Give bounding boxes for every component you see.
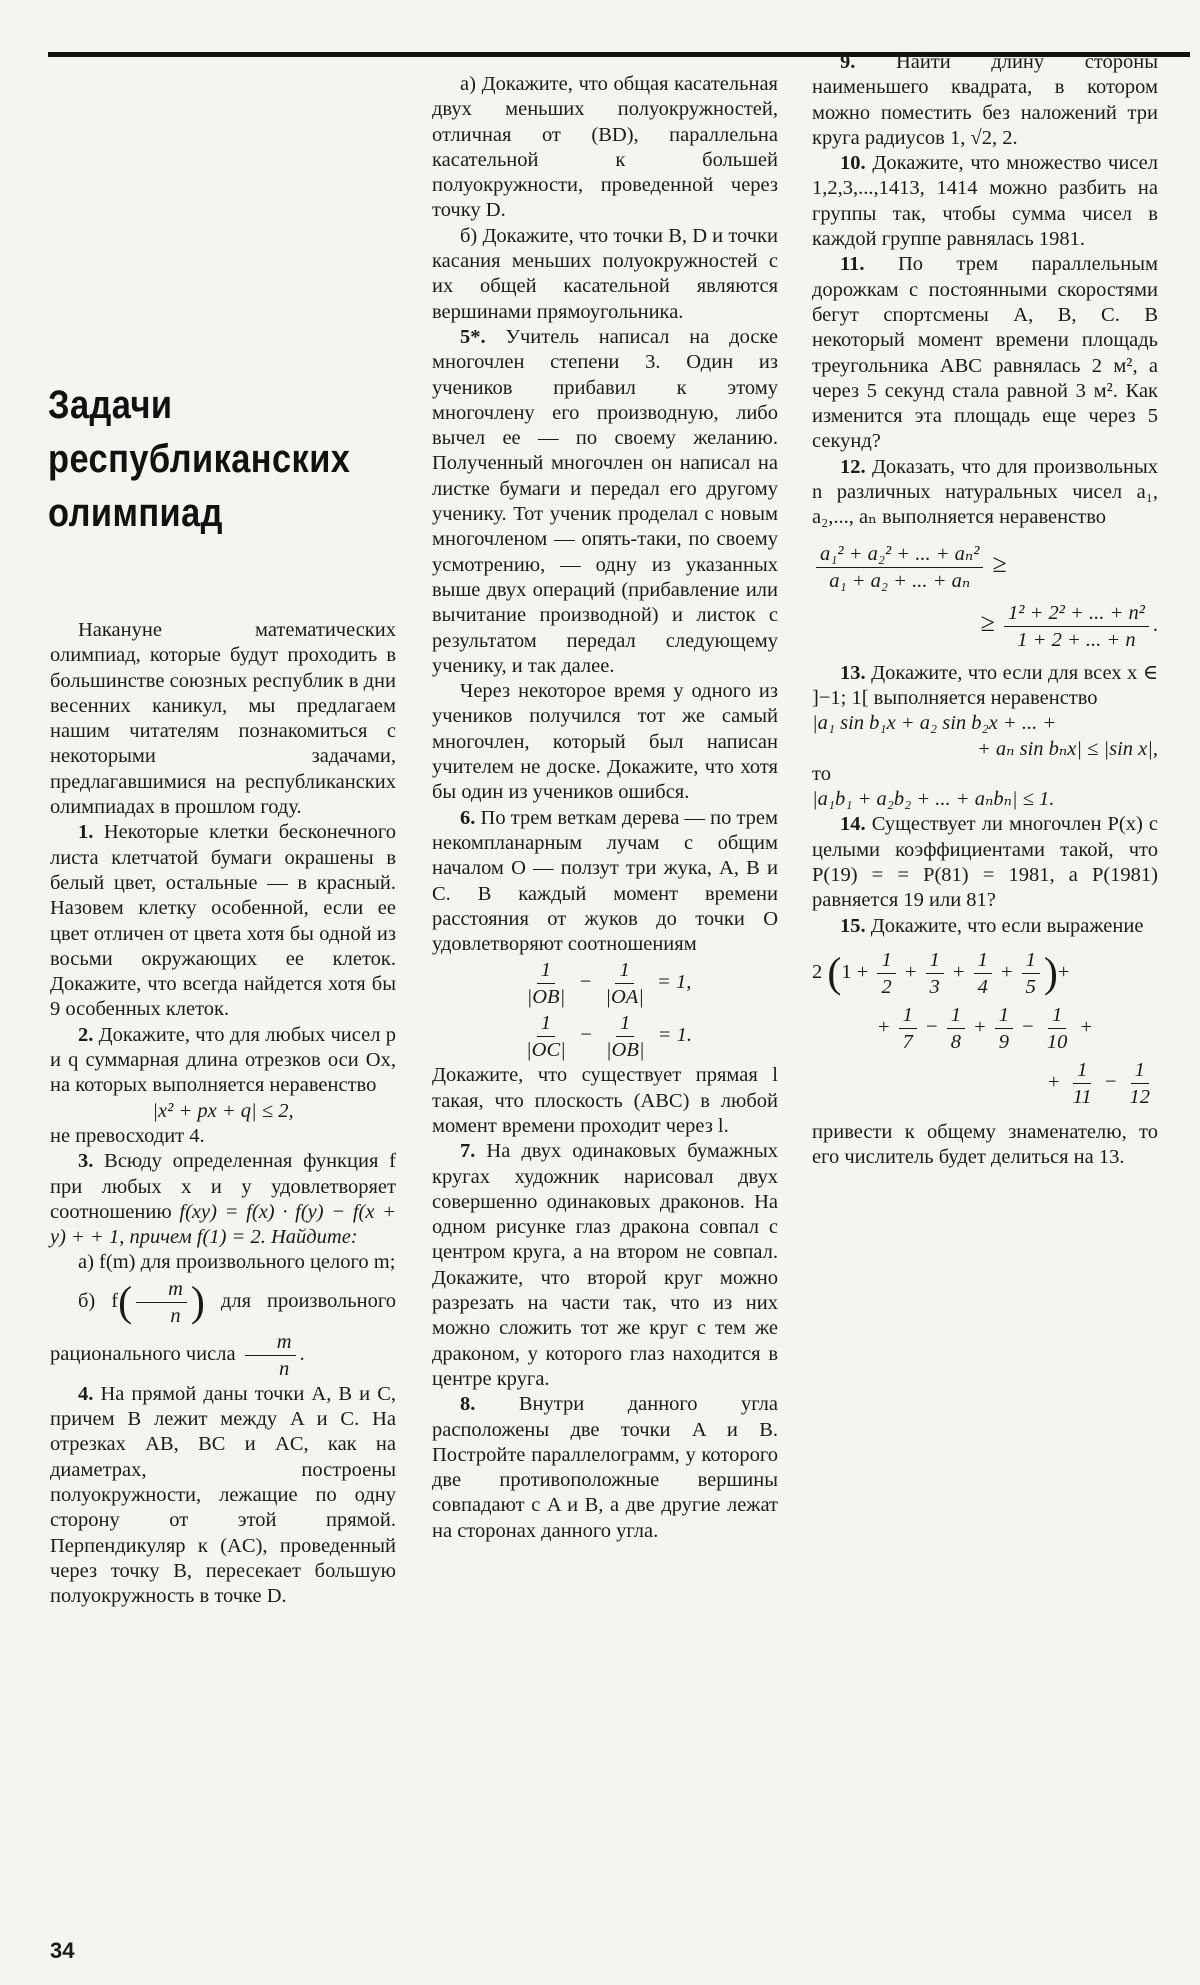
problem-number: 5*. (460, 325, 486, 348)
problem-5 (432, 325, 778, 679)
formula-13c: |a₁b₁ + a₂b₂ + ... + aₙbₙ| ≤ 1. (812, 788, 1055, 811)
article-title (48, 378, 408, 540)
denominator: |OC| (526, 1039, 566, 1062)
period: . (299, 1342, 305, 1365)
problem-text: Найти длину стороны наименьшего квадрата, в котором можно поместить без наложений три круга радиусов 1, √2, 2. (812, 51, 1158, 149)
ge-sign: ≥ (992, 548, 1007, 578)
problem-number: 13. (840, 661, 866, 684)
problem-number: 12. (840, 455, 866, 478)
problem-4-part-a: а) Докажите, что общая касательная двух меньших полуокружностей, отличная от (BD), параллельна касательной к большей полуокружности, проведенной через точку D. (432, 73, 778, 222)
problem-text: На прямой даны точки A, B и C, причем B лежит между A и C. На отрезках AB, BC и AC, как на диаметрах, построены полуокружности, лежащие по одну сторону от этой прямой. Перпендикуляр к (AC), проведенный через точку B, пересекает большую полуокружность в точке D. (50, 1382, 396, 1608)
numerator: 1 (1131, 1057, 1149, 1084)
denominator: 3 (929, 975, 940, 998)
problem-6-end: Докажите, что существует прямая l такая, что плоскость (ABC) в любой момент времени проходит через l. (432, 1064, 778, 1137)
denominator: 9 (998, 1030, 1010, 1053)
problem-number: 8. (460, 1393, 476, 1416)
numerator: 1 (877, 947, 895, 974)
formula-13b: + aₙ sin bₙx| ≤ |sin x|, (976, 737, 1158, 760)
problem-4 (50, 1382, 396, 1610)
plus: + (1080, 1016, 1093, 1039)
denominator: |OA| (605, 986, 644, 1009)
formula-6b: $\frac{1}{|OC|}$ − $\frac{1}{|OB|}$ = 1. (432, 1010, 778, 1063)
term: 1 (841, 961, 852, 984)
denominator: 7 (902, 1030, 913, 1053)
denominator: |OB| (605, 1039, 645, 1062)
problem-2-end: не превосходит 4. (50, 1124, 205, 1147)
problem-14 (812, 812, 1158, 913)
numerator: 1 (1048, 1002, 1066, 1029)
fraction (899, 1002, 917, 1055)
problem-number: 11. (840, 253, 865, 276)
denominator: 1 + 2 + ... + n (1017, 628, 1136, 651)
problem-text: Учитель написал на доске многочлен степени 3. Один из учеников прибавил к этому многочлену его производную, либо вычел ее — по своему желанию. Полученный многочлен он написал на листке бумаги и передал его другому ученику. Тот ученик проделал с новым многочленом — опять-таки, по своему усмотрению, — одну из указанных выше двух операций (прибавление или вычитание производной) и листок с результатом передал следующему ученику, и так далее. (432, 325, 778, 677)
problem-text: Внутри данного угла расположены две точки A и B. Постройте параллелограмм, у которого две противоположные вершины совпадают с A и B, а две другие лежат на сторонах данного угла. (432, 1393, 779, 1542)
minus: − (926, 1016, 938, 1039)
problem-number: 15. (840, 914, 866, 937)
problem-number: 6. (460, 806, 476, 829)
denominator: 4 (977, 975, 988, 998)
numerator: 1² + 2² + ... + n² (1004, 600, 1149, 627)
intro-paragraph: Накануне математических олимпиад, которые будут проходить в большинстве союзных республик в дни весенних каникул, мы предлагаем нашим читателям познакомиться с некоторыми задачами, предлагавшимися на республиканских олимпиадах в прошлом году. (50, 619, 396, 819)
problem-number: 1. (78, 821, 94, 844)
problem-12 (812, 455, 1158, 531)
numerator: m (136, 1276, 187, 1303)
fraction (995, 1002, 1013, 1055)
problem-15-end: привести к общему знаменателю, то его числитель будет делиться на 13. (812, 1120, 1158, 1169)
formula-6a: $\frac{1}{|OB|}$ − $\frac{1}{|OA|}$ = 1, (432, 957, 778, 1010)
numerator: a₁² + a₂² + ... + aₙ² (816, 541, 983, 568)
minus: − (1104, 1071, 1117, 1094)
problem-6 (432, 806, 778, 958)
fraction (926, 947, 944, 1000)
problem-number: 7. (460, 1140, 476, 1163)
numerator: 1 (995, 1002, 1013, 1029)
fraction-m-n (136, 1276, 187, 1329)
denominator: 12 (1129, 1085, 1150, 1108)
problem-11 (812, 252, 1158, 454)
page-number: 34 (50, 1938, 75, 1963)
denominator: a₁ + a₂ + ... + aₙ (829, 569, 971, 592)
plus: + (1048, 1071, 1060, 1094)
problem-text: Докажите, что если для всех x ∈ ]−1; 1[ выполняется неравенство (812, 661, 1159, 709)
problem-text: На двух одинаковых бумажных кругах художник нарисовал двух совершенно одинаковых драконов. На одном рисунке глаз дракона совпал с центром круга, а на втором не совпал. Докажите, что второй круг можно разрезать на части так, что из них можно сложить тот же круг с тем же драконом, у которого глаз находится в центре круга. (432, 1140, 778, 1390)
equals: = 1, (657, 971, 692, 994)
problem-10 (812, 151, 1158, 252)
denominator: 8 (950, 1030, 961, 1053)
equals: = 1. (657, 1024, 692, 1047)
period: . (1152, 613, 1158, 636)
problem-13-then: то (812, 762, 831, 785)
minus: − (1022, 1016, 1034, 1039)
problem-text: Всюду определенная функция f при любых x и y удовлетворяет соотношению (50, 1150, 396, 1223)
denominator: 11 (1072, 1085, 1092, 1108)
fraction (974, 947, 992, 1000)
problem-4-part-b: б) Докажите, что точки B, D и точки касания меньших полуокружностей с их общей касательной являются вершинами прямоугольника. (432, 224, 778, 323)
problem-number: 10. (840, 152, 866, 175)
fraction (602, 1010, 649, 1063)
column-2 (432, 72, 778, 1544)
numerator: 1 (947, 1002, 965, 1029)
numerator: 1 (974, 947, 992, 974)
fraction (601, 957, 648, 1010)
fraction (947, 1002, 965, 1055)
problem-13 (812, 661, 1158, 712)
denominator: n (278, 1357, 290, 1380)
numerator: 1 (537, 957, 555, 984)
plus: + (974, 1016, 986, 1039)
problem-text: Докажите, что для любых чисел p и q суммарная длина отрезков оси Ox, на которых выполняется неравенство (50, 1023, 396, 1097)
plus: + (1000, 961, 1013, 984)
plus: + (904, 961, 917, 984)
problem-3-part-b: б) f( $\frac{m}{n}$ ) для произвольного рационального числа $\frac{m}{n}$ . (50, 1277, 396, 1380)
denominator: |OB| (526, 986, 566, 1009)
ge-sign: ≥ (980, 607, 995, 637)
denominator: 2 (881, 975, 892, 998)
fraction (1043, 1002, 1072, 1055)
plus: + (1057, 961, 1070, 984)
problem-text: По трем параллельным дорожкам с постоянными скоростями бегут спортсмены A, B, C. В некоторый момент времени площадь треугольника ABC равнялась 2 м², а через 5 секунд стала равной 3 м². Как изменится эта площадь еще через 5 секунд? (812, 253, 1158, 453)
problem-text: Докажите, что если выражение (870, 914, 1144, 937)
problem-text: По трем веткам дерева — по трем некомпланарным лучам с общим началом O — ползут три жука, A, B и C. В каждый момент времени расстояния от жуков до точки O удовлетворяют соотношениям (432, 806, 779, 956)
fraction-m-n-2 (245, 1329, 296, 1382)
fraction (816, 541, 983, 594)
part-b-text: для произвольного рационального числа (50, 1289, 396, 1365)
title-line-3: олимпиад (48, 491, 223, 535)
problem-2 (50, 1023, 396, 1099)
column-3 (812, 50, 1158, 1171)
problem-number: 9. (840, 51, 856, 73)
formula-12b (812, 600, 1158, 653)
problem-5-continued: Через некоторое время у одного из учеников получился тот же самый многочлен, который был написан учителем не доске. Докажите, что хотя бы один из учеников ошибся. (432, 680, 778, 804)
problem-text: Некоторые клетки бесконечного листа клетчатой бумаги окрашены в белый цвет, остальные — в красный. Назовем клетку особенной, если ее цвет отличен от цвета хотя бы одной из восьми окружающих ее клеток. Докажите, что всегда найдется хотя бы 9 особенных клеток. (50, 821, 396, 1021)
problem-9 (812, 50, 1158, 151)
problem-text: Доказать, что для произвольных n различных натуральных чисел a₁, a₂,..., aₙ выполняется неравенство (812, 455, 1158, 529)
problem-number: 2. (78, 1023, 94, 1046)
problem-15 (812, 914, 1158, 939)
numerator: 1 (537, 1010, 555, 1037)
coefficient: 2 (812, 961, 823, 984)
numerator: 1 (926, 947, 944, 974)
fraction (523, 957, 570, 1010)
denominator: n (170, 1304, 181, 1327)
problem-3 (50, 1149, 396, 1250)
problem-3-part-a: а) f(m) для произвольного целого m; (78, 1251, 396, 1274)
problem-1 (50, 820, 396, 1022)
fraction (1126, 1057, 1155, 1110)
fraction (522, 1010, 570, 1063)
column-1 (50, 618, 396, 1609)
fraction (1022, 947, 1040, 1000)
title-line-2: республиканских (48, 437, 351, 481)
problem-7 (432, 1139, 778, 1392)
fraction (1004, 600, 1149, 653)
problem-text: Докажите, что множество чисел 1,2,3,...,1413, 1414 можно разбить на группы так, чтобы сумма чисел в каждой группе равнялась 1981. (812, 152, 1159, 251)
numerator: 1 (615, 957, 633, 984)
plus: + (952, 961, 965, 984)
problem-text: Существует ли многочлен P(x) с целыми коэффициентами такой, что P(19) = = P(81) = 1981, а P(1981) равняется 19 или 81? (812, 813, 1158, 912)
title-line-1: Задачи (48, 383, 173, 427)
problem-number: 4. (78, 1382, 94, 1405)
problem-8 (432, 1392, 778, 1544)
problem-number: 14. (840, 813, 866, 836)
formula-2: |x² + px + q| ≤ 2, (152, 1099, 294, 1122)
plus: + (877, 1016, 890, 1039)
formula-15c (812, 1057, 1158, 1110)
formula-12a (812, 541, 1158, 594)
fraction (1069, 1057, 1096, 1110)
denominator: 10 (1046, 1030, 1068, 1053)
numerator: 1 (899, 1002, 917, 1029)
formula-15a: 2 (1 + $\frac{1}{2}$ + $\frac{1}{3}$ + $\frac{1}{4}$ + $\frac{1}{5}$ )+ (812, 948, 1070, 998)
numerator: m (245, 1329, 296, 1356)
numerator: 1 (1073, 1057, 1091, 1084)
numerator: 1 (616, 1010, 634, 1037)
fraction (877, 947, 895, 1000)
part-b-label: б) f (78, 1289, 119, 1312)
denominator: 5 (1025, 975, 1036, 998)
formula-3: f(xy) = f(x) · f(y) − f(x + y) + + 1, причем f(1) = 2. Найдите: (50, 1200, 396, 1249)
plus: + (856, 961, 869, 984)
numerator: 1 (1022, 947, 1040, 974)
formula-13a: |a₁ sin b₁x + a₂ sin b₂x + ... + (812, 712, 1057, 735)
formula-15b (812, 1002, 1158, 1055)
problem-number: 3. (78, 1150, 94, 1173)
